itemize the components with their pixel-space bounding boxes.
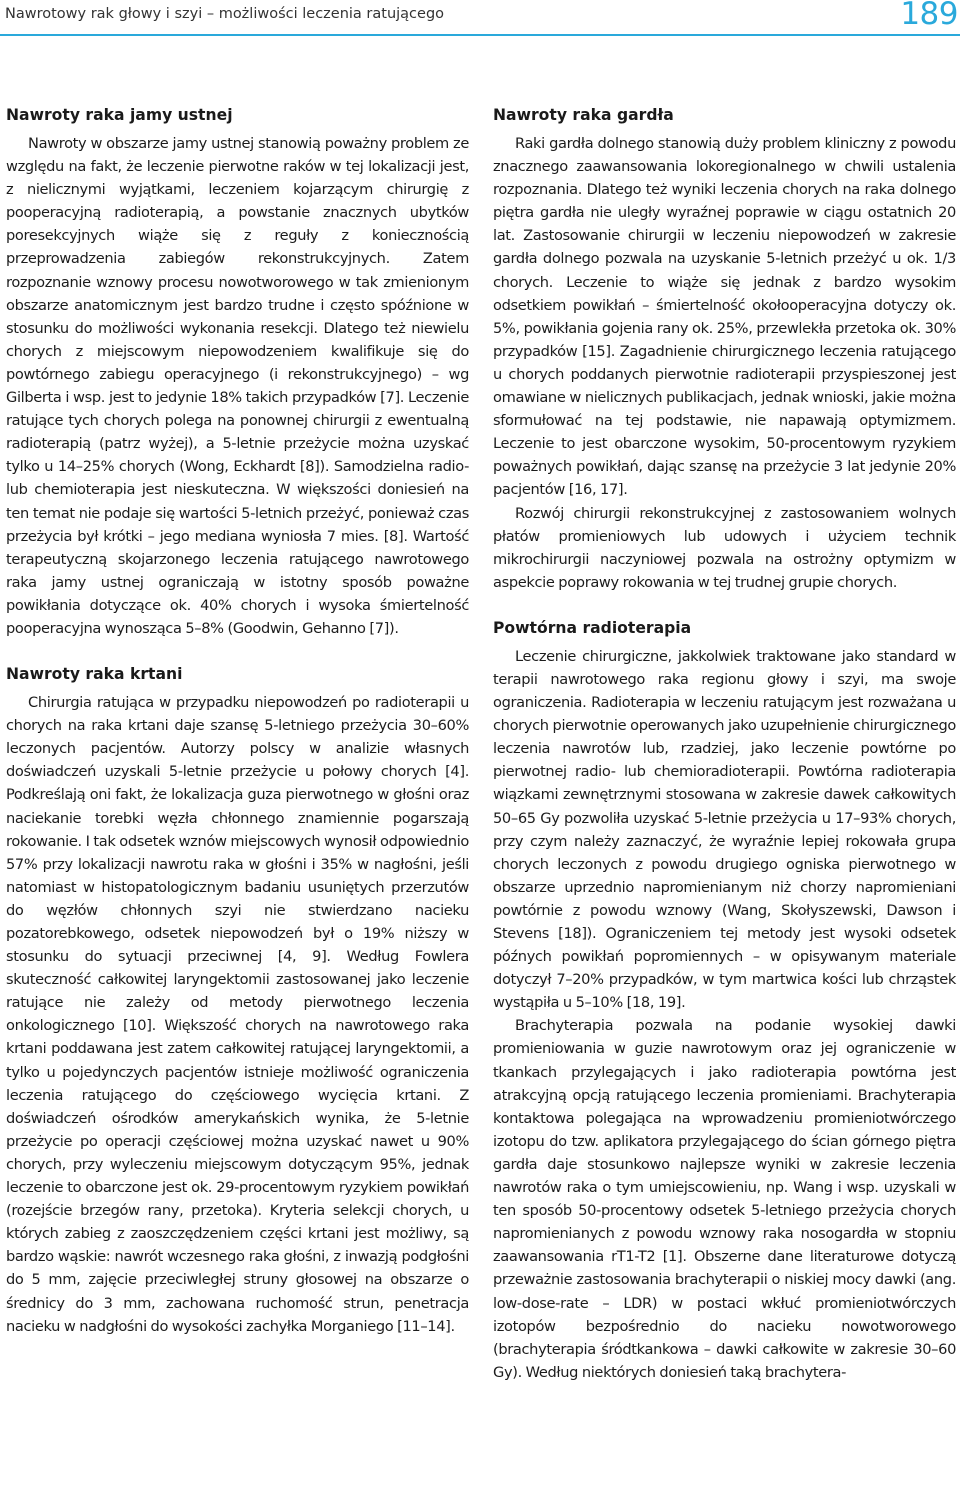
- section-title-larynx: Nawroty raka krtani: [6, 665, 183, 684]
- running-title: Nawrotowy rak głowy i szyi – możliwości leczenia ratującego: [5, 6, 445, 22]
- section-title-pharynx: Nawroty raka gardła: [493, 106, 674, 124]
- header-rule: [0, 34, 960, 36]
- paragraph-larynx: Chirurgia ratująca w przypadku niepowodzeń po radioterapii u chorych na raka krtani daje szansę 5-letniego przeżycia 30–60% leczonych pacjentów. Autorzy polscy w analizie własnych doświadczeń uzyskali 5-letnie przeżycie u połowy chorych [4]. Podkreślają oni fakt, że lokalizacja guza pierwotnego w głośni oraz naciekanie torebki węzła chłonnego znamiennie pogarszają rokowanie. I tak odsetek wznów miejscowych wynosił odpowiednio 57% przy lokalizacji nawrotu raka w głośni i 35% w nagłośni, jeśli natomiast w histopatologicznym badaniu usuniętych przerzutów do węzłów chłonnych szyi nie stwierdzano nacieku pozatorebkowego, odsetek niepowodzeń był o 19% niższy w stosunku do sytuacji przeciwnej [4, 9]. Według Fowlera skuteczność całkowitej laryngektomii zastosowanej jako leczenie ratujące nie zależy od metody pierwotnego leczenia onkologicznego [10]. Większość chorych na nawrotowego raka krtani poddawana jest zatem całkowitej ratującej laryngektomii, a tylko u pojedynczych pacjentów istnieje możliwość ograniczenia leczenia ratującego do częściowego wycięcia krtani. Z doświadczeń ośrodków amerykańskich wynika, że 5-letnie przeżycie po operacji częściowej można uzyskać nawet u 90% chorych, przy wyleczeniu miejscowym dotyczącym 95%, jednak leczenie to obarczone jest ok. 29-procentowym ryzykiem powikłań (rozejście brzegów rany, przetoka). Kryteria selekcji chorych, u których zabieg z zaoszczędzeniem części krtani jest możliwy, są bardzo wąskie: nawrót wczesnego raka głośni, z inwazją podgłośni do 5 mm, zajęcie przeciwległej struny głosowej na obszarze o średnicy do 3 mm, zachowana ruchomość strun, penetracja nacieku w nadgłośni do wysokości zachyłka Morganiego [11–14].: [6, 694, 469, 1335]
- right-column: [493, 104, 956, 1384]
- page-number: 189: [900, 0, 958, 32]
- paragraph-reirradiation-2: Brachyterapia pozwala na podanie wysokiej dawki promieniowania w guzie nawrotowym oraz jej ograniczenie w tkankach przylegających i jako radioterapia powtórna jest atrakcyjną opcją ratującego leczenia promieniami. Brachyterapia kontaktowa polegająca na wprowadzeniu promieniotwórczego izotopu do tzw. aplikatora przylegającego do ścian górnego piętra gardła daje stosunkowo najlepsze wyniki w zakresie leczenia nawrotów raka o tym umiejscowieniu, np. Wang i wsp. uzyskali w ten sposób 50-procentowy odsetek 5-letniego przeżycia chorych napromienianych z powodu wznowy raka nosogardła w stopniu zaawansowania rT1-T2 [1]. Obszerne dane literaturowe dotyczą przeważnie zastosowania brachyterapii o niskiej mocy dawki (ang. low-dose-rate – LDR) w postaci wkłuć promieniotwórczych izotopów bezpośrednio do nacieku nowotworowego (brachyterapia śródtkankowa – dawki całkowite w zakresie 30–60 Gy). Według niektórych doniesień taką brachytera-: [493, 1017, 956, 1381]
- left-column: [6, 104, 469, 1338]
- paragraph-pharynx-2: Rozwój chirurgii rekonstrukcyjnej z zastosowaniem wolnych płatów promieniowych lub udowych i użyciem technik mikrochirurgii naczyniowej pozwala na ostrożny optymizm w aspekcie poprawy rokowania w tej trudnej grupie chorych.: [493, 504, 956, 591]
- section-title-reirradiation: Powtórna radioterapia: [493, 618, 692, 637]
- section-title-oral-cavity: Nawroty raka jamy ustnej: [6, 106, 233, 124]
- paragraph-reirradiation-1: Leczenie chirurgiczne, jakkolwiek traktowane jako standard w terapii nawrotowego raka regionu głowy i szyi, ma swoje ograniczenia. Radioterapia w leczeniu ratującym jest rozważana u chorych pierwotnie operowanych jako uzupełnienie chirurgicznego leczenia nawrotów lub, rzadziej, jako leczenie powtórne po pierwotnej radio- lub chemioradioterapii. Powtórna radioterapia wiązkami zewnętrznymi stosowana w zakresie dawek całkowitych 50–65 Gy pozwoliła uzyskać 5-letnie przeżycia u 17–93% chorych, przy czym należy zaznaczyć, że wyraźnie lepiej rokowała grupa chorych leczonych z powodu drugiego ogniska pierwotnego w obszarze uprzednio napromienianym niż chorzy napromieniani powtórnie z powodu wznowy (Wang, Skołyszewski, Dawson i Stevens [18]). Ograniczeniem tej metody jest wysoki odsetek późnych powikłań popromiennych – w opisywanym materiale dotyczył 7–20% przypadków, w tym martwica kości lub chrząstek wystąpiła u 5–10% [18, 19].: [493, 647, 956, 1012]
- page-header: [0, 0, 960, 30]
- paragraph-pharynx-1: Raki gardła dolnego stanowią duży problem kliniczny z powodu znacznego zaawansowania lokoregionalnego w chwili ustalenia rozpoznania. Dlatego też wyniki leczenia chorych na raka dolnego piętra gardła nie uległy wyraźnej poprawie w ciągu ostatnich 20 lat. Zastosowanie chirurgii w leczeniu niepowodzeń w zakresie gardła dolnego pozwala na uzyskanie 5-letnich przeżyć u ok. 1/3 chorych. Leczenie to wiąże się jednak z bardzo wysokim odsetkiem powikłań – śmiertelność okołooperacyjna dotyczy ok. 5%, powikłania gojenia rany ok. 25%, przewlekła przetoka ok. 30% przypadków [15]. Zagadnienie chirurgicznego leczenia ratującego u chorych poddanych pierwotnie radioterapii przyspieszonej jest omawiane w nielicznych publikacjach, jednak wnioski, jakie można sformułować na tej podstawie, nie napawają optymizmem. Leczenie to jest obarczone wysokim, 50-procentowym ryzykiem poważnych powikłań, dając szansę na przeżycie 3 lat jedynie 20% pacjentów [16, 17].: [493, 135, 956, 499]
- paragraph-oral-cavity: Nawroty w obszarze jamy ustnej stanowią poważny problem ze względu na fakt, że leczenie pierwotne raków w tej lokalizacji jest, z nielicznymi wyjątkami, leczeniem kojarzącym chirurgię z pooperacyjną radioterapią, a powstanie znacznych ubytków poresekcyjnych wiąże się z reguły z koniecznością przeprowadzenia zabiegów rekonstrukcyjnych. Zatem rozpoznanie wznowy procesu nowotworowego w tak zmienionym obszarze anatomicznym jest bardzo trudne i często spóźnione w stosunku do możliwości wykonania resekcji. Dlatego też niewielu chorych z miejscowym niepowodzeniem kwalifikuje się do powtórnego zabiegu operacyjnego (i rekonstrukcyjnego) – wg Gilberta i wsp. jest to jedynie 18% takich przypadków [7]. Leczenie ratujące tych chorych polega na ponownej chirurgii z ewentualną radioterapią (patrz wyżej), a 5-letnie przeżycie można uzyskać tylko u 14–25% chorych (Wong, Eckhardt [8]). Samodzielna radio-lub chemioterapia jest nieskuteczna. W większości doniesień na ten temat nie podaje się wartości 5-letnich przeżyć, ponieważ czas przeżycia był krótki – jego mediana wyniosła 7 mies. [8]. Wartość terapeutyczną skojarzonego leczenia ratującego nawrotowego raka jamy ustnej ograniczają w istotny sposób poważne powikłania dotyczące ok. 40% chorych i wysoka śmiertelność pooperacyjna wynosząca 5–8% (Goodwin, Gehanno [7]).: [6, 135, 469, 637]
